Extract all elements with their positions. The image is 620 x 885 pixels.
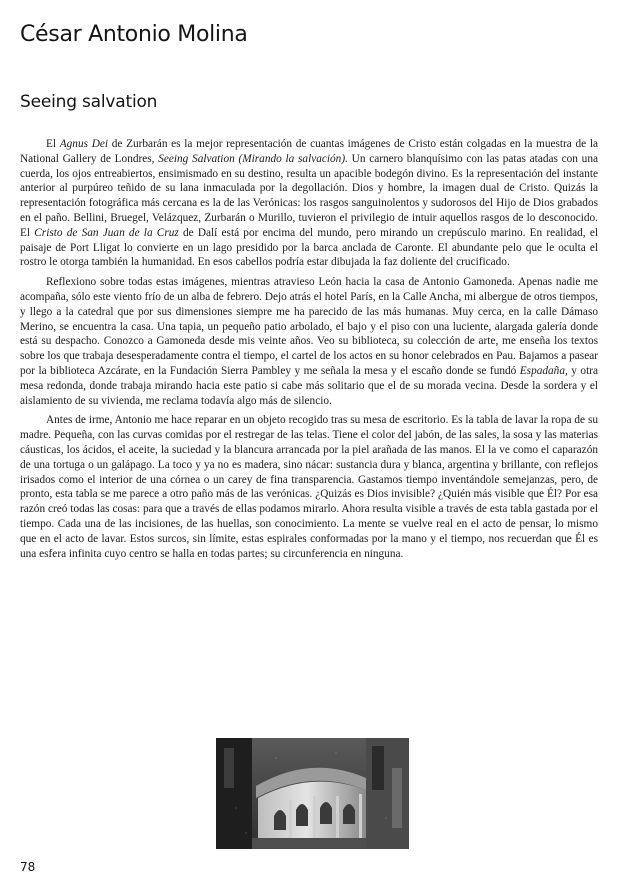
paragraph-1: El Agnus Dei de Zurbarán es la mejor representación de cuantas imágenes de Cristo están colgadas en la muestra de la National Gallery de Londres, Seeing Salvation (Mirando la salvación). Un carnero blanquísimo con las patas atadas con una cuerda, los ojos entreabiertos, ensimismado en su destino, resulta un apacible bodegón divino. Es la representación del instante anterior al purpúreo teñido de su lana inmaculada por la degollación. Dios y hombre, la imagen dual de Cristo. Quizás la representación fotográfica más cercana es la de las Verónicas: los rasgos sanguinolentos y sudorosos del Hijo de Dios grabados en el paño. Bellini, Bruegel, Velázquez, Zurbarán o Murillo, tuvieron el privilegio de intuir aquellos rasgos de lo desconocido. El Cristo de San Juan de la Cruz de Dalí está por encima del mundo, pero mirando un crepúsculo marino. En realidad, el paisaje de Port Lligat lo convierte en un lago presidido por la barca anclada de Caronte. El abundante pelo que le oculta el rostro le otorga también la humanidad. En esos cabellos podría estar dibujada la faz doliente del crucificado. [20, 138, 598, 269]
church-photo [216, 738, 409, 849]
article-body [20, 137, 598, 566]
paragraph-2: Reflexiono sobre todas estas imágenes, mientras atravieso León hacia la casa de Antonio Gamoneda. Apenas nadie me acompaña, sólo este viento frío de un alba de febrero. Dejo atrás el hotel París, en la Calle Ancha, mi albergue de otros tiempos, y llego a la catedral que por sus dimensiones siempre me ha parecido de las más humanas. Muy cerca, en la calle Dámaso Merino, se encuentra la casa. Una tapia, un pequeño patio arbolado, el bajo y el piso con una luciente, alargada galería donde está su despacho. Conozco a Gamoneda desde mis veinte años. Veo su biblioteca, su colección de arte, me enseña los textos sobre los que trabaja desesperadamente contra el tiempo, el cartel de los actos en su honor celebrados en Pau. Bajamos a pasear por la biblioteca Azcárate, en la Fundación Sierra Pambley y me señala la mesa y el escaño donde se fundó Espadaña, y otra mesa redonda, donde trabaja mirando hacia este patio si cabe más solitario que el de su morada vecina. Desde la sordera y el aislamiento de su vivienda, me reclama todavía algo más de silencio. [20, 276, 598, 407]
page-number: 78 [20, 860, 36, 874]
author-name: César Antonio Molina [20, 22, 248, 47]
church-photo-icon [216, 738, 409, 849]
paragraph-3: Antes de irme, Antonio me hace reparar en un objeto recogido tras su mesa de escritorio. Es la tabla de lavar la ropa de su madre. Pequeña, con las curvas comidas por el restregar de las telas. Tiene el color del jabón, de las sales, la sosa y las materias cáusticas, los ácidos, el aceite, la suciedad y la blancura arrancada por la piel arañada de las manos. El la ve como el caparazón de una tortuga o un galápago. La toco y ya no es madera, sino nácar: sustancia dura y blanca, argentina y brillante, con reflejos irisados como el interior de una córnea o un carey de fina transparencia. Gastamos tiempo inventándole semejanzas, pero, de pronto, esta tabla se me parece a otro paño más de las verónicas. ¿Quizás es Dios invisible? ¿Quién más visible que Él? Por esa razón creó todas las cosas: para que a través de ellas podamos mirarlo. Ahora resulta visible a través de esta tabla gastada por el tiempo. Cada una de las incisiones, de las huellas, son conocimiento. La mente se vuelve real en el acto de pensar, lo mismo que en el acto de lavar. Estos surcos, sin límite, estas espirales conformadas por la mano y el tiempo, nos recuerdan que Él es una esfera infinita cuyo centro se halla en todas partes; su circunferencia en ninguna. [20, 414, 598, 560]
article-title: Seeing salvation [20, 92, 158, 112]
